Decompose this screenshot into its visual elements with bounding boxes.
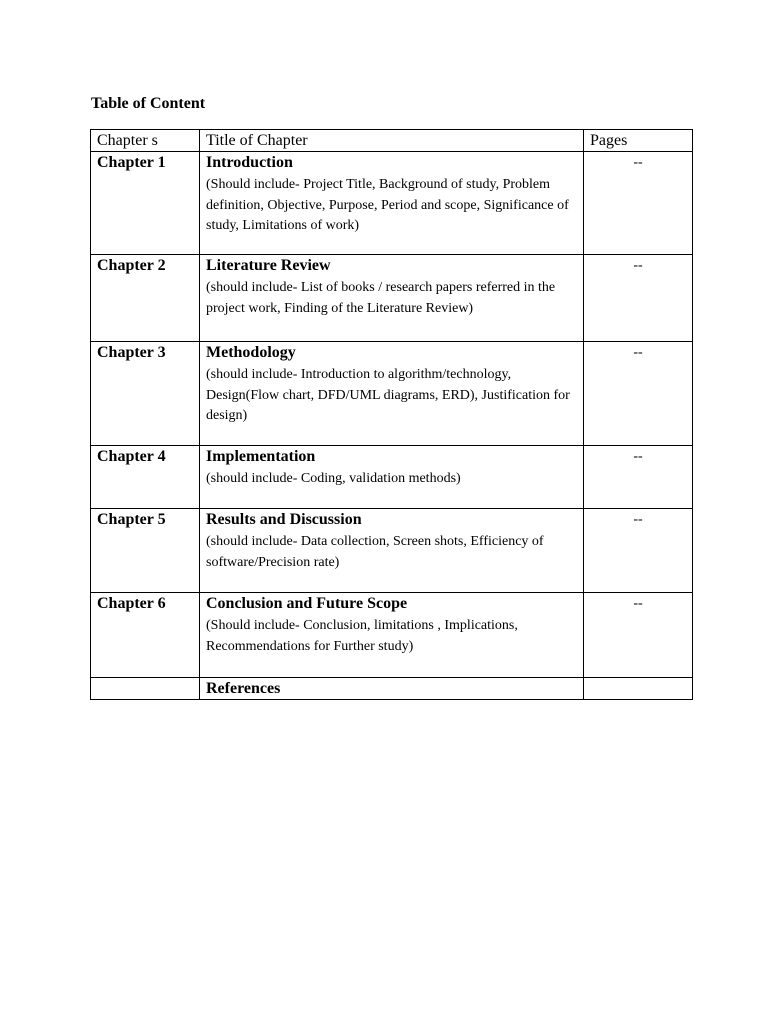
chapter-description: (should include- Introduction to algorithm/technology, Design(Flow chart, DFD/UML diagrams, ERD), Justification for design) xyxy=(206,367,570,423)
table-header-row xyxy=(91,130,693,152)
table-row xyxy=(91,342,693,446)
header-pages: Pages xyxy=(584,130,693,152)
pages-cell xyxy=(584,509,693,593)
table-row xyxy=(91,446,693,509)
chapter-cell xyxy=(91,678,200,700)
page-number: -- xyxy=(633,258,643,273)
page-number: -- xyxy=(633,512,643,527)
table-of-contents xyxy=(90,129,693,700)
page-number: -- xyxy=(633,155,643,170)
chapter-title: Introduction xyxy=(206,154,293,171)
chapter-cell xyxy=(91,593,200,678)
chapter-title: Methodology xyxy=(206,344,296,361)
header-title-of-chapter: Title of Chapter xyxy=(200,130,584,152)
chapter-description: (should include- List of books / research papers referred in the project work, Finding of the Literature Review) xyxy=(206,280,556,316)
table-row xyxy=(91,255,693,342)
title-cell xyxy=(200,255,584,342)
chapter-description: (Should include- Conclusion, limitations , Implications, Recommendations for Further study) xyxy=(206,618,518,654)
chapter-description: (should include- Data collection, Screen shots, Efficiency of software/Precision rate) xyxy=(206,534,544,570)
chapter-title: Implementation xyxy=(206,448,316,465)
chapter-description: (should include- Coding, validation methods) xyxy=(206,471,461,486)
chapter-number: Chapter 3 xyxy=(97,344,166,361)
title-cell xyxy=(200,678,584,700)
title-cell xyxy=(200,446,584,509)
title-cell xyxy=(200,593,584,678)
chapter-cell xyxy=(91,255,200,342)
chapter-description: (Should include- Project Title, Background of study, Problem definition, Objective, Purpose, Period and scope, Significance of study, Limitations of work) xyxy=(206,177,569,233)
chapter-title: Literature Review xyxy=(206,257,331,274)
table-row xyxy=(91,678,693,700)
table-row xyxy=(91,152,693,255)
pages-cell xyxy=(584,255,693,342)
pages-cell xyxy=(584,678,693,700)
chapter-number: Chapter 4 xyxy=(97,448,166,465)
table-row xyxy=(91,509,693,593)
page-number: -- xyxy=(633,345,643,360)
chapter-number: Chapter 2 xyxy=(97,257,166,274)
page-number: -- xyxy=(633,449,643,464)
chapter-cell xyxy=(91,446,200,509)
chapter-number: Chapter 1 xyxy=(97,154,166,171)
chapter-cell xyxy=(91,509,200,593)
page-title: Table of Content xyxy=(91,95,206,112)
chapter-cell xyxy=(91,342,200,446)
chapter-number: Chapter 6 xyxy=(97,595,166,612)
page-number: -- xyxy=(633,596,643,611)
chapter-cell xyxy=(91,152,200,255)
chapter-title: Conclusion and Future Scope xyxy=(206,595,408,612)
chapter-title: Results and Discussion xyxy=(206,511,362,528)
title-cell xyxy=(200,152,584,255)
pages-cell xyxy=(584,152,693,255)
title-cell xyxy=(200,342,584,446)
chapter-title: References xyxy=(206,680,281,697)
table-row xyxy=(91,593,693,678)
header-chapters: Chapter s xyxy=(91,130,200,152)
chapter-number: Chapter 5 xyxy=(97,511,166,528)
pages-cell xyxy=(584,593,693,678)
pages-cell xyxy=(584,342,693,446)
title-cell xyxy=(200,509,584,593)
pages-cell xyxy=(584,446,693,509)
